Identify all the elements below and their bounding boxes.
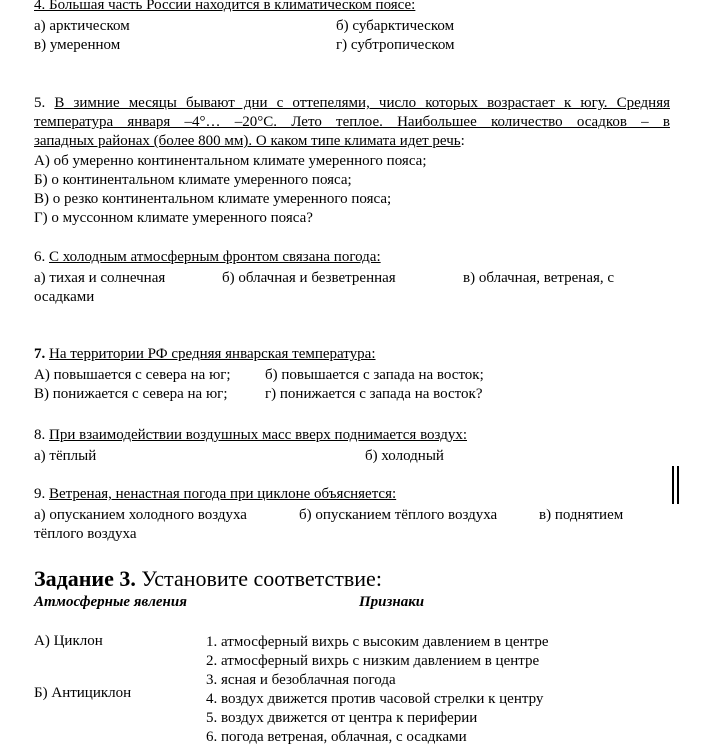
task3-sign-6: 6. погода ветреная, облачная, с осадками	[206, 729, 467, 745]
q6-number: 6.	[34, 249, 46, 265]
q6-option-b: б) облачная и безветренная	[222, 270, 396, 286]
q5-option-a: А) об умеренно континентальном климате умеренного пояса;	[34, 153, 427, 169]
q4-option-c: в) умеренном	[34, 37, 121, 53]
task3-column-phenomena: Атмосферные явления	[34, 594, 187, 610]
task3-sign-1: 1. атмосферный вихрь с высоким давлением в центре	[206, 634, 549, 650]
double-bar-mark	[672, 466, 679, 504]
q9-option-b: б) опусканием тёплого воздуха	[299, 507, 498, 523]
q5-line-1	[34, 94, 670, 112]
task3-sign-3: 3. ясная и безоблачная погода	[206, 672, 396, 688]
q5-option-d: Г) о муссонном климате умеренного пояса?	[34, 210, 313, 226]
q7-number: 7.	[34, 346, 46, 362]
q7-option-d: г) понижается с запада на восток?	[265, 386, 483, 402]
q7-option-a: А) повышается с севера на юг;	[34, 367, 231, 383]
q7-option-c: В) понижается с севера на юг;	[34, 386, 228, 402]
q6-option-c-continued: осадками	[34, 289, 95, 305]
q7-question-line	[34, 345, 376, 363]
q4-option-b: б) субарктическом	[336, 18, 455, 34]
task3-title-bold: Задание 3.	[34, 566, 136, 591]
q4-option-a: а) арктическом	[34, 18, 130, 34]
q8-option-a: а) тёплый	[34, 448, 97, 464]
q9-option-c-continued: тёплого воздуха	[34, 526, 137, 542]
q5-line-2: температура января –4°… –20°С. Лето теплое. Наибольшее количество осадков – в	[34, 114, 670, 130]
q9-option-a: а) опусканием холодного воздуха	[34, 507, 247, 523]
task3-sign-4: 4. воздух движется против часовой стрелки к центру	[206, 691, 544, 707]
q5-option-c: В) о резко континентальном климате умеренного пояса;	[34, 191, 392, 207]
q9-question: Ветреная, ненастная погода при циклоне объясняется:	[49, 486, 397, 502]
task3-sign-5: 5. воздух движется от центра к периферии	[206, 710, 478, 726]
q6-option-a: а) тихая и солнечная	[34, 270, 166, 286]
q5-number: 5.	[34, 95, 46, 111]
task3-column-signs: Признаки	[359, 594, 425, 610]
q8-option-b: б) холодный	[365, 448, 444, 464]
q5-line-3	[34, 132, 465, 150]
task3-title	[34, 566, 382, 592]
q6-question: С холодным атмосферным фронтом связана погода:	[49, 249, 381, 265]
q4-option-d: г) субтропическом	[336, 37, 455, 53]
q7-question: На территории РФ средняя январская температура:	[49, 346, 376, 362]
q5-text-3: западных районах (более 800 мм). О каком типе климата идет речь	[34, 133, 461, 149]
q5-text-1: В зимние месяцы бывают дни с оттепелями, число которых возрастает к югу. Средняя	[54, 95, 670, 111]
q5-option-b: Б) о континентальном климате умеренного пояса;	[34, 172, 352, 188]
q6-question-line	[34, 248, 381, 266]
q8-question: При взаимодействии воздушных масс вверх поднимается воздух:	[49, 427, 468, 443]
q7-option-b: б) повышается с запада на восток;	[265, 367, 484, 383]
task3-sign-2: 2. атмосферный вихрь с низким давлением в центре	[206, 653, 540, 669]
q9-question-line	[34, 485, 396, 503]
task3-left-item-a: А) Циклон	[34, 633, 103, 649]
q8-question-line	[34, 426, 467, 444]
q8-number: 8.	[34, 427, 46, 443]
q6-option-c: в) облачная, ветреная, с	[463, 270, 615, 286]
task3-left-item-b: Б) Антициклон	[34, 685, 132, 701]
q5-colon: :	[460, 133, 465, 149]
q9-number: 9.	[34, 486, 46, 502]
task3-title-rest: Установите соответствие:	[141, 566, 382, 591]
q4-question: 4. Большая часть России находится в климатическом поясе:	[34, 0, 416, 13]
q9-option-c: в) поднятием	[539, 507, 624, 523]
